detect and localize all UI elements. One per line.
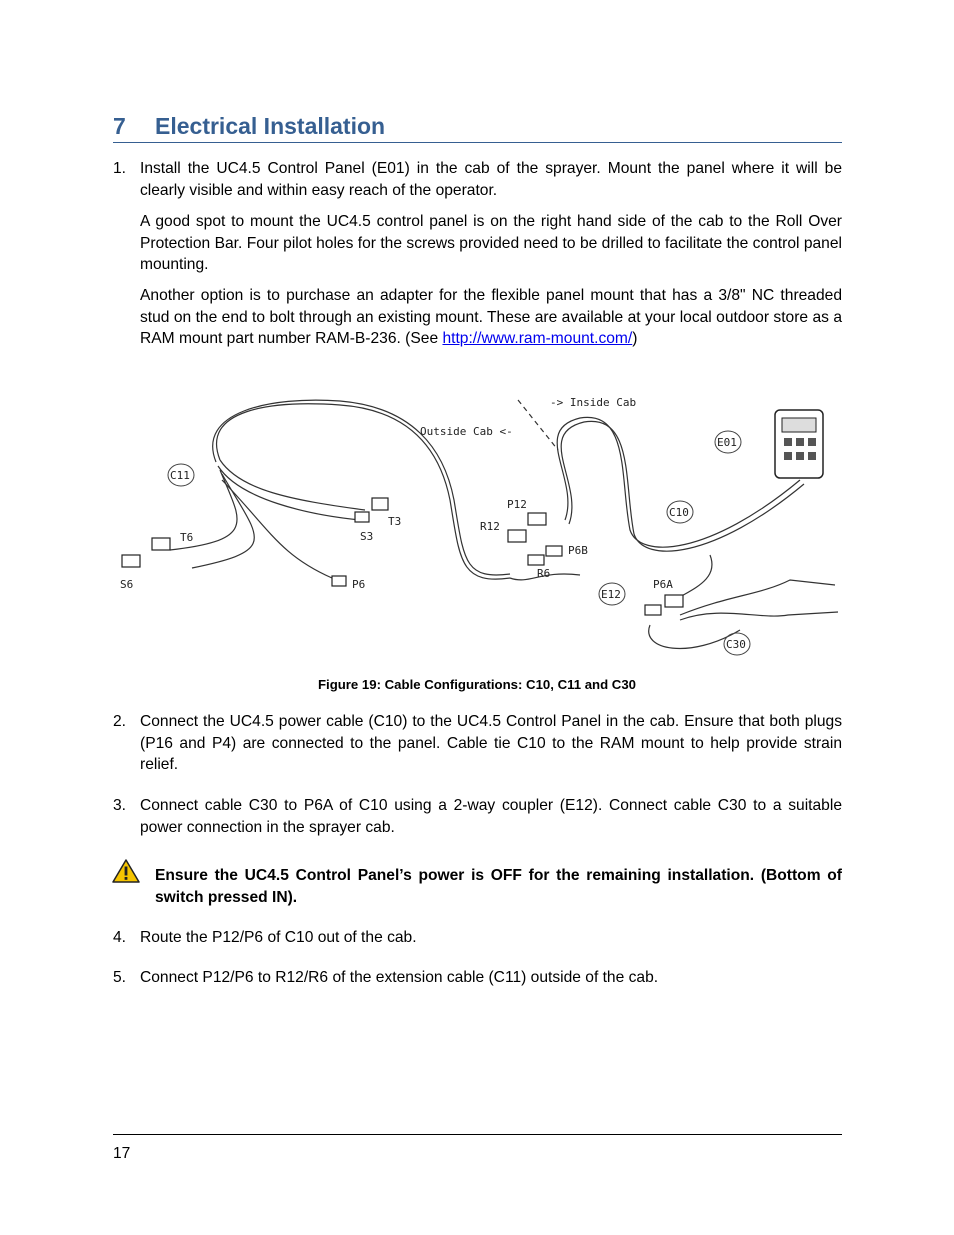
c10-label: C10 bbox=[669, 506, 689, 519]
step-2-text: Connect the UC4.5 power cable (C10) to the UC4.5 Control Panel in the cab. Ensure that both plugs (P16 and P4) are connected to the panel. Cable tie C10 to the RAM mount to help provide strain relief. bbox=[140, 713, 842, 774]
step-4-text: Route the P12/P6 of C10 out of the cab. bbox=[140, 929, 417, 946]
section-heading bbox=[113, 112, 842, 143]
step-3-text: Connect cable C30 to P6A of C10 using a 2-way coupler (E12). Connect cable C30 to a suitable power connection in the sprayer cab. bbox=[140, 797, 842, 836]
step-2-number: 2. bbox=[113, 713, 127, 730]
p6a-connector bbox=[645, 605, 661, 615]
step-4-number: 4. bbox=[113, 929, 127, 946]
r6-connector bbox=[528, 555, 544, 565]
c30-cable bbox=[680, 580, 835, 615]
figure-caption: Figure 19: Cable Configurations: C10, C11 and C30 bbox=[317, 677, 637, 692]
e12-label: E12 bbox=[601, 588, 621, 601]
p6b-label: P6B bbox=[568, 544, 588, 557]
warning-triangle-icon bbox=[112, 858, 140, 884]
e12-coupler bbox=[665, 595, 683, 607]
s3-connector bbox=[355, 512, 369, 522]
step-3-number: 3. bbox=[113, 797, 127, 814]
s6-label: S6 bbox=[120, 578, 134, 591]
ram-option-close: ) bbox=[632, 330, 638, 348]
step-1-text: Install the UC4.5 Control Panel (E01) in the cab of the sprayer. Mount the panel where it will be clearly visible and within easy reach of the operator. bbox=[140, 160, 842, 199]
p6-label: P6 bbox=[352, 578, 366, 591]
e01-label: E01 bbox=[717, 436, 737, 449]
step-1-mount-location: A good spot to mount the UC4.5 control panel is on the right hand side of the cab to the Roll Over Protection Bar. Four pilot holes for the screws provided need to be drilled to facilitate the control panel mounting. bbox=[140, 213, 842, 274]
e01-control-panel bbox=[775, 410, 823, 478]
step-5-text: Connect P12/P6 to R12/R6 of the extension cable (C11) outside of the cab. bbox=[140, 969, 659, 986]
warning-text: Ensure the UC4.5 Control Panel’s power is OFF for the remaining installation. (Bottom of switch pressed IN). bbox=[155, 867, 842, 906]
cable-configuration-figure bbox=[110, 390, 845, 670]
step-5-number: 5. bbox=[113, 969, 127, 986]
ram-option-text: Another option is to purchase an adapter for the flexible panel mount that has a 3/8" NC threaded stud on the end to bolt through an existing mount. These are available at your local outdoor store as a RAM mount part number RAM-B-236. (See bbox=[140, 287, 842, 348]
page-number: 17 bbox=[113, 1145, 131, 1162]
p6a-label: P6A bbox=[653, 578, 673, 591]
t3-label: T3 bbox=[388, 515, 402, 528]
t3-connector bbox=[372, 498, 388, 510]
t6-label: T6 bbox=[180, 531, 194, 544]
outside-cab-label: Outside Cab <- bbox=[420, 425, 513, 438]
r12-connector bbox=[508, 530, 526, 542]
step-1-number: 1. bbox=[113, 160, 127, 177]
p12-connector bbox=[528, 513, 546, 525]
s3-label: S3 bbox=[360, 530, 374, 543]
s6-connector bbox=[122, 555, 140, 567]
section-number: 7 bbox=[113, 113, 126, 139]
p12-label: P12 bbox=[507, 498, 527, 511]
section-title: Electrical Installation bbox=[155, 113, 386, 139]
t6-connector bbox=[152, 538, 170, 550]
r6-label: R6 bbox=[537, 567, 551, 580]
step-1-ram-option bbox=[140, 285, 842, 350]
p6b-connector bbox=[546, 546, 562, 556]
p6-connector bbox=[332, 576, 346, 586]
c30-label: C30 bbox=[726, 638, 746, 651]
c10-main-cable bbox=[557, 417, 800, 547]
footer-rule bbox=[113, 1134, 842, 1135]
inside-cab-label: -> Inside Cab bbox=[550, 396, 637, 409]
c11-label: C11 bbox=[170, 469, 190, 482]
ram-mount-link[interactable]: http://www.ram-mount.com/ bbox=[442, 330, 633, 348]
r12-label: R12 bbox=[480, 520, 500, 533]
